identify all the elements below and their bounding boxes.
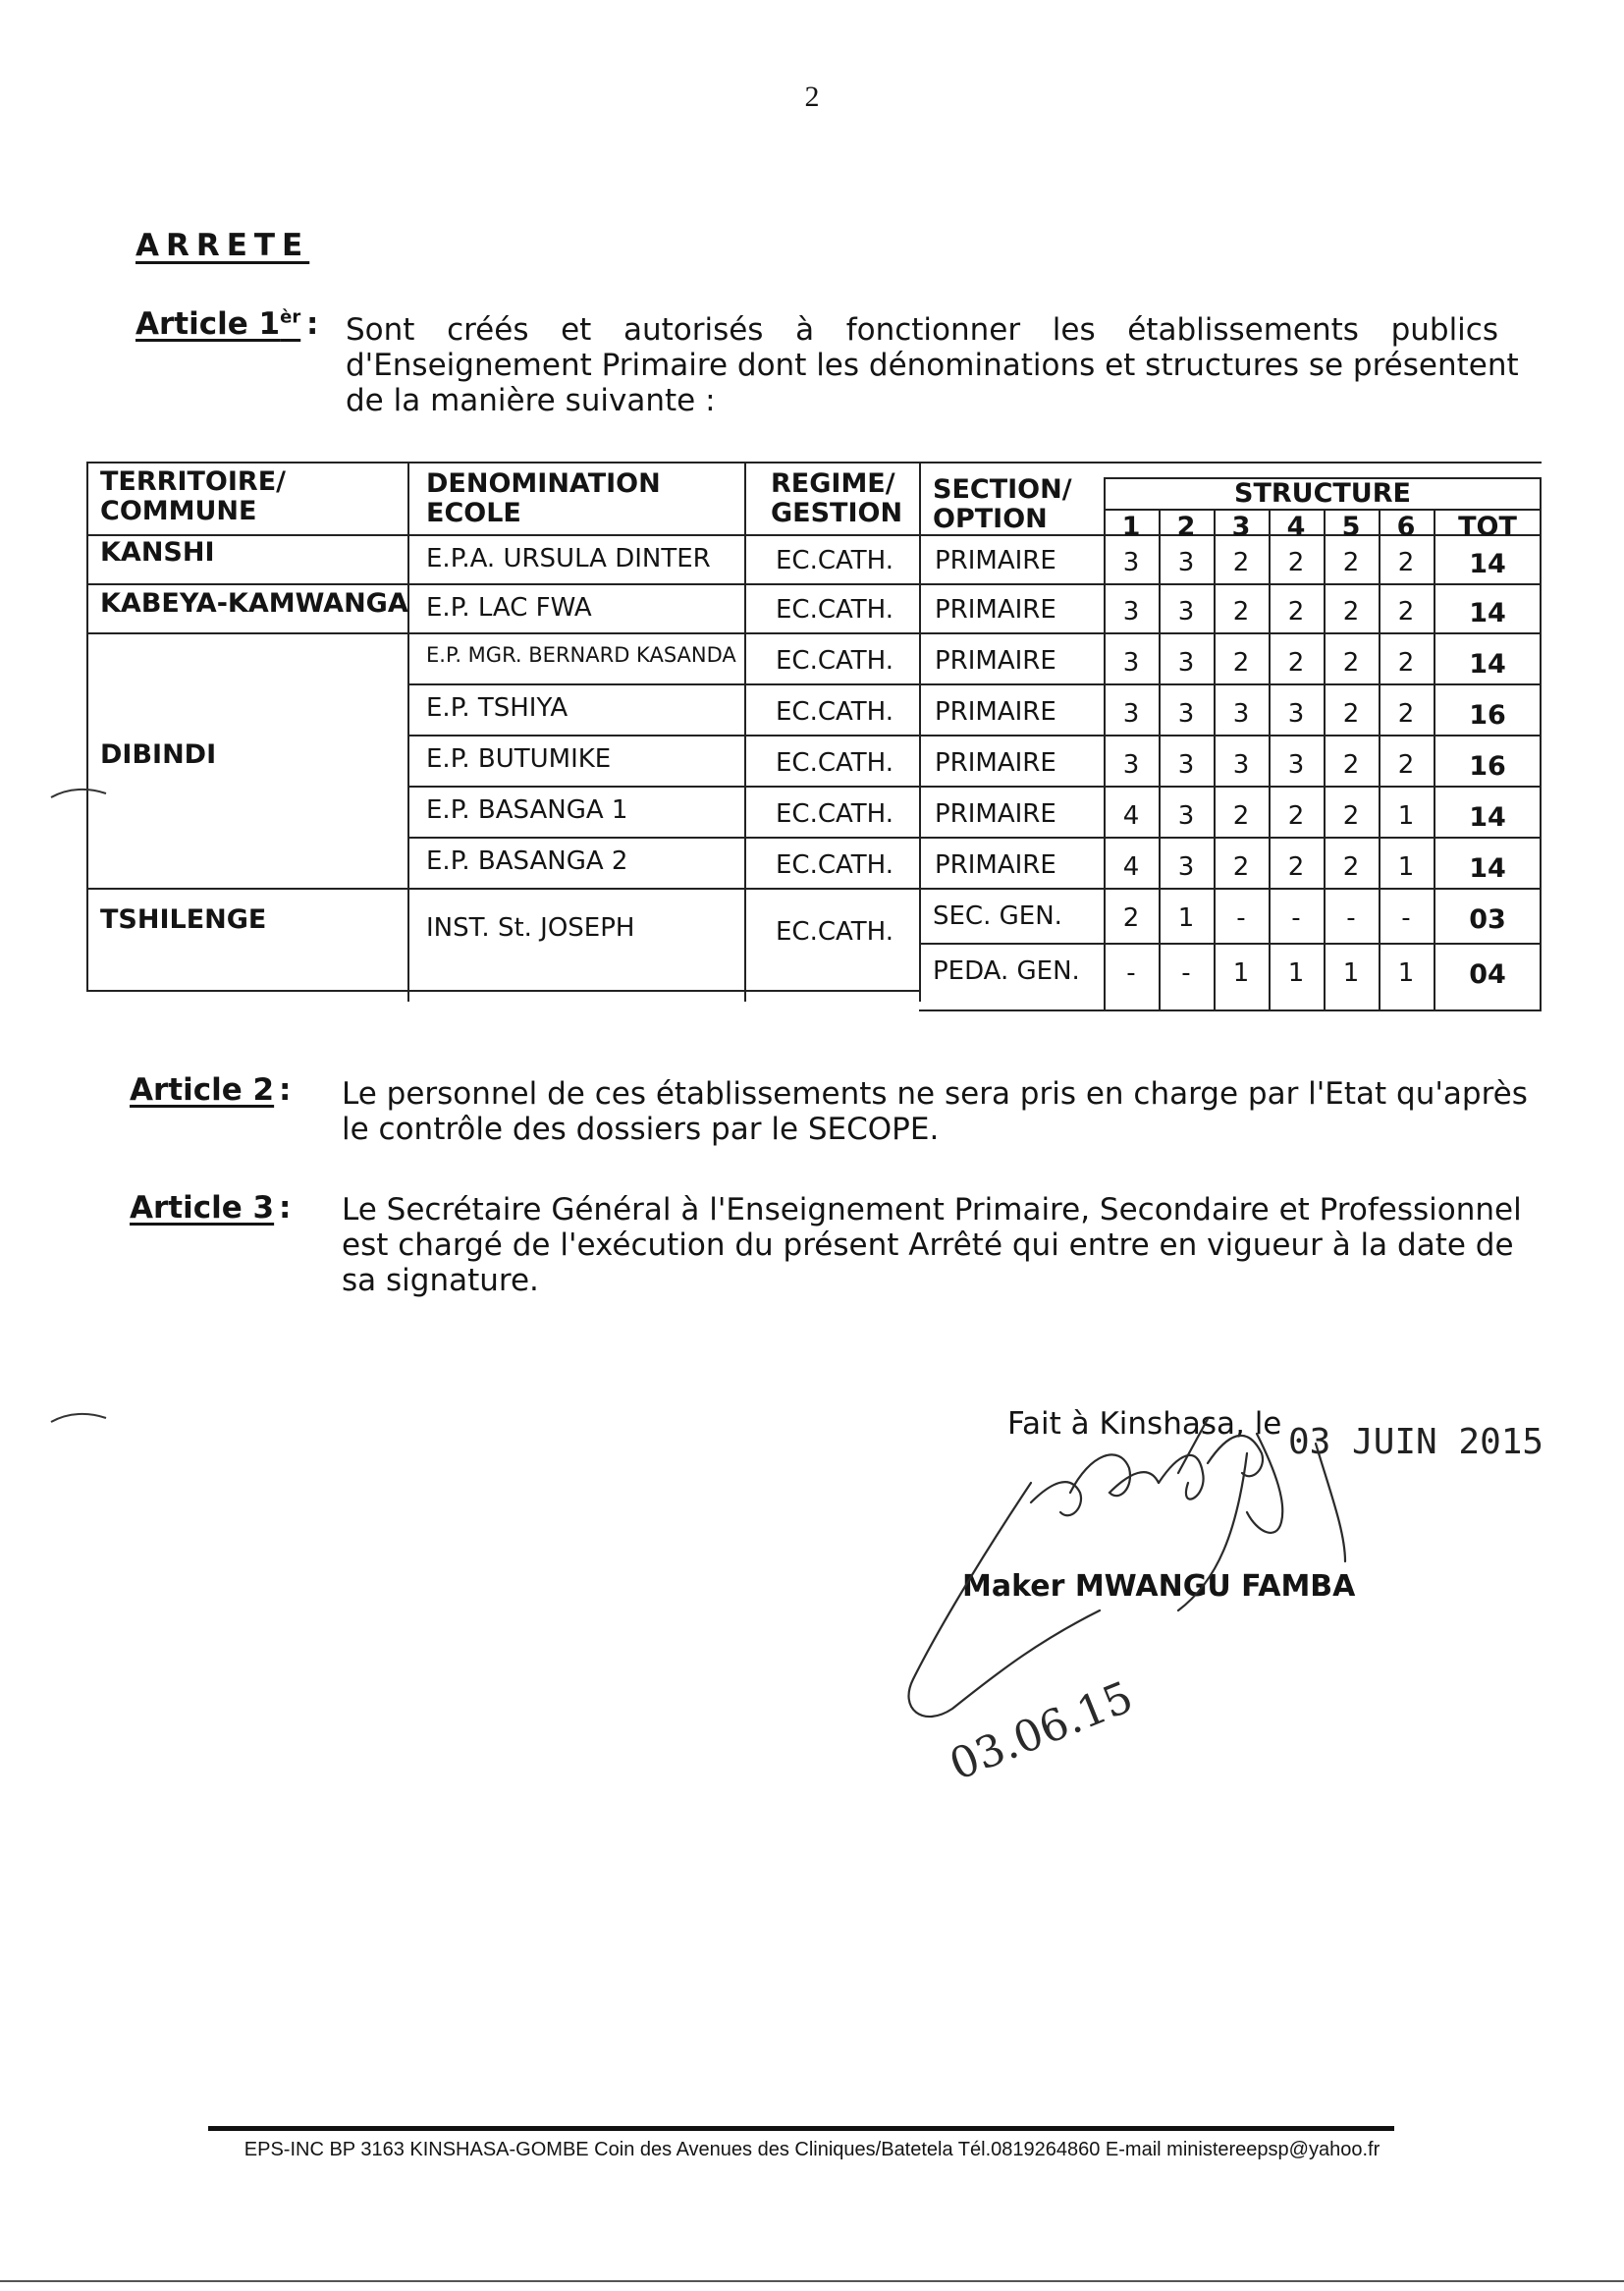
table-row-total: 14 — [1469, 853, 1506, 884]
table-row-cell: 2 — [1232, 597, 1250, 627]
table-row-cell: - — [1126, 958, 1136, 988]
table-row-cell: 3 — [1122, 548, 1140, 577]
territory-dibindi: DIBINDI — [100, 739, 217, 770]
table-row-cell: - — [1236, 903, 1246, 933]
table-row-cell: 2 — [1342, 597, 1360, 627]
table-row-cell: 4 — [1122, 852, 1140, 882]
table-row-cell: 1 — [1342, 958, 1360, 988]
table-row-total: 16 — [1469, 751, 1506, 782]
table-row-regime: EC.CATH. — [776, 799, 894, 829]
table-row-school: E.P. MGR. BERNARD KASANDA — [426, 643, 736, 667]
table-row-option: PRIMAIRE — [935, 646, 1056, 676]
table-row-cell: 2 — [1397, 597, 1415, 627]
table-row-cell: 2 — [1342, 648, 1360, 678]
table-row-cell: 3 — [1232, 699, 1250, 729]
table-row-cell: 4 — [1122, 801, 1140, 831]
table-row-cell: 3 — [1122, 750, 1140, 780]
header-regime: REGIME/ GESTION — [771, 468, 903, 528]
table-row-cell: 2 — [1342, 801, 1360, 831]
table-row-cell: 2 — [1232, 548, 1250, 577]
table-row-regime: EC.CATH. — [776, 546, 894, 575]
footer-rule — [208, 2126, 1394, 2131]
table-row-cell: 3 — [1177, 648, 1195, 678]
tshilenge-school: INST. St. JOSEPH — [426, 913, 635, 943]
article-1-label: Article $1^{èr}$ — [135, 306, 301, 342]
table-row-cell: 2 — [1287, 597, 1305, 627]
table-row-option: PRIMAIRE — [935, 748, 1056, 778]
article-2-label: Article 2 — [130, 1072, 275, 1108]
tshilenge-option: SEC. GEN. — [933, 901, 1062, 931]
table-row-school: E.P.A. URSULA DINTER — [426, 544, 711, 573]
header-territoire: TERRITOIRE/ COMMUNE — [100, 466, 286, 526]
table-row-cell: 2 — [1232, 801, 1250, 831]
article-2-text: Le personnel de ces établissements ne sera pris en charge par l'Etat qu'après le contrôle des dossiers par le SECOPE. — [342, 1076, 1528, 1147]
table-row-cell: 1 — [1177, 903, 1195, 933]
table-row-option: PRIMAIRE — [935, 799, 1056, 829]
table-row-cell: 2 — [1342, 852, 1360, 882]
table-row-cell: 1 — [1232, 958, 1250, 988]
table-row-cell: 2 — [1232, 852, 1250, 882]
table-row-cell: 2 — [1232, 648, 1250, 678]
article-1-text: Sont créés et autorisés à fonctionner les établissements publics d'Enseignement Primaire dont les dénominations et structures se présentent de la manière suivante : — [346, 312, 1519, 418]
table-row-cell: 1 — [1397, 852, 1415, 882]
table-row-cell: 2 — [1287, 648, 1305, 678]
table-row-regime: EC.CATH. — [776, 850, 894, 880]
table-row-cell: 3 — [1177, 548, 1195, 577]
header-denomination: DENOMINATION ECOLE — [426, 468, 661, 528]
table-row-cell: 3 — [1122, 648, 1140, 678]
header-col-4: 4 — [1286, 512, 1306, 542]
article-3-text: Le Secrétaire Général à l'Enseignement Primaire, Secondaire et Professionnel est chargé de l'exécution du présent Arrêté qui entre en vigueur à la date de sa signature. — [342, 1192, 1522, 1298]
table-row-cell: 2 — [1122, 903, 1140, 933]
table-row-school: E.P. TSHIYA — [426, 693, 568, 723]
header-col-6: 6 — [1396, 512, 1416, 542]
table-row-school: E.P. BASANGA 1 — [426, 795, 628, 825]
table-row-cell: 2 — [1287, 801, 1305, 831]
page-edge — [0, 2280, 1624, 2282]
table-row-cell: 2 — [1342, 548, 1360, 577]
table-row-cell: - — [1181, 958, 1191, 988]
header-col-5: 5 — [1341, 512, 1361, 542]
table-row-regime: EC.CATH. — [776, 697, 894, 727]
table-row-total: 14 — [1469, 649, 1506, 680]
table-row-cell: - — [1346, 903, 1356, 933]
table-row-option: PRIMAIRE — [935, 595, 1056, 625]
table-row-school: E.P. BASANGA 2 — [426, 846, 628, 876]
place-of-signing: Fait à Kinshasa, le — [1007, 1406, 1282, 1442]
tshilenge-regime: EC.CATH. — [776, 917, 894, 947]
table-row-regime: EC.CATH. — [776, 748, 894, 778]
footer-address: EPS-INC BP 3163 KINSHASA-GOMBE Coin des Avenues des Cliniques/Batetela Tél.0819264860 E-mail ministereepsp@yahoo.fr — [244, 2139, 1380, 2160]
table-row-school: E.P. LAC FWA — [426, 593, 592, 623]
table-row-total: 03 — [1469, 904, 1506, 935]
table-row-total: 14 — [1469, 802, 1506, 833]
table-row-option: PRIMAIRE — [935, 546, 1056, 575]
table-row-cell: 3 — [1177, 699, 1195, 729]
scan-mark — [49, 1410, 108, 1430]
table-row-regime: EC.CATH. — [776, 595, 894, 625]
tshilenge-option: PEDA. GEN. — [933, 956, 1080, 986]
table-row-cell: 2 — [1397, 648, 1415, 678]
table-row-cell: 1 — [1397, 801, 1415, 831]
table-row-cell: 1 — [1397, 958, 1415, 988]
header-structure: STRUCTURE — [1234, 478, 1411, 509]
table-row-cell: 2 — [1342, 699, 1360, 729]
handwritten-date: 03.06.15 — [943, 1671, 1140, 1791]
table-row-cell: 3 — [1287, 699, 1305, 729]
article-3-label: Article 3 — [130, 1190, 275, 1226]
table-row-cell: 2 — [1397, 699, 1415, 729]
territory-kabeya-kamwanga: KABEYA-KAMWANGA — [100, 588, 408, 619]
table-row-cell: 3 — [1177, 750, 1195, 780]
table-row-total: 04 — [1469, 959, 1506, 990]
table-row-cell: 2 — [1397, 750, 1415, 780]
header-tot: TOT — [1458, 512, 1517, 542]
table-row-cell: 2 — [1397, 548, 1415, 577]
table-row-cell: - — [1401, 903, 1411, 933]
signatory-name: Maker MWANGU FAMBA — [962, 1569, 1356, 1604]
table-row-cell: - — [1291, 903, 1301, 933]
table-row-cell: 2 — [1287, 548, 1305, 577]
table-row-cell: 3 — [1122, 699, 1140, 729]
table-row-total: 14 — [1469, 549, 1506, 579]
table-row-option: PRIMAIRE — [935, 697, 1056, 727]
table-row-cell: 2 — [1342, 750, 1360, 780]
table-row-cell: 2 — [1287, 852, 1305, 882]
handwritten-signature — [884, 1414, 1394, 1807]
table-row-total: 14 — [1469, 598, 1506, 628]
header-col-3: 3 — [1231, 512, 1251, 542]
table-row-cell: 3 — [1177, 597, 1195, 627]
document-heading: ARRETE — [135, 228, 310, 263]
article-3-separator: : — [279, 1190, 292, 1226]
table-row-total: 16 — [1469, 700, 1506, 731]
table-row-regime: EC.CATH. — [776, 646, 894, 676]
page-number: 2 — [804, 81, 820, 113]
territory-tshilenge: TSHILENGE — [100, 904, 267, 935]
structure-table — [86, 462, 1542, 1011]
scan-mark — [49, 786, 108, 805]
table-row-option: PRIMAIRE — [935, 850, 1056, 880]
table-row-cell: 1 — [1287, 958, 1305, 988]
table-row-cell: 3 — [1287, 750, 1305, 780]
header-col-1: 1 — [1121, 512, 1141, 542]
header-col-2: 2 — [1176, 512, 1196, 542]
table-row-cell: 3 — [1177, 801, 1195, 831]
article-2-separator: : — [279, 1072, 292, 1108]
table-row-cell: 3 — [1122, 597, 1140, 627]
table-row-cell: 3 — [1177, 852, 1195, 882]
table-row-cell: 3 — [1232, 750, 1250, 780]
article-1-separator: : — [306, 306, 319, 342]
date-stamp: 03 JUIN 2015 — [1288, 1422, 1544, 1462]
header-section: SECTION/ OPTION — [933, 474, 1072, 534]
territory-kanshi: KANSHI — [100, 537, 215, 568]
table-row-school: E.P. BUTUMIKE — [426, 744, 612, 774]
